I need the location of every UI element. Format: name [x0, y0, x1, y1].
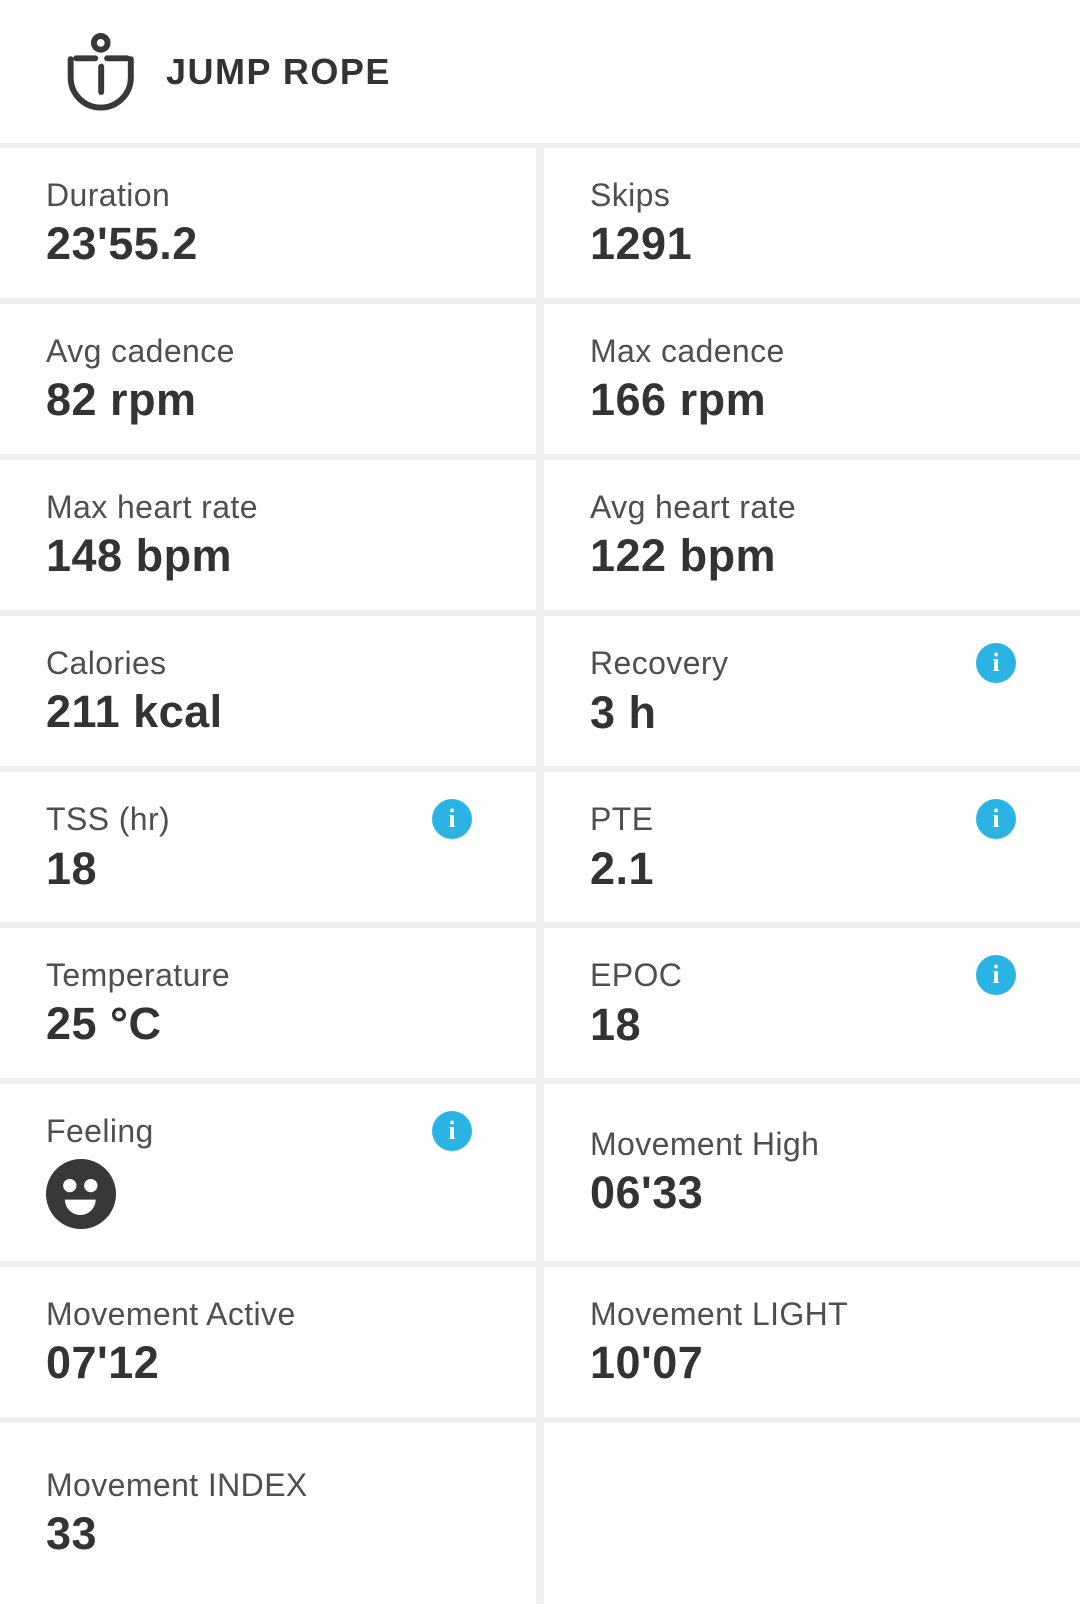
stat-value: 23'55.2 [46, 217, 198, 269]
stat-label: Movement Active [46, 1295, 296, 1332]
stat-label-row [590, 955, 1016, 995]
info-icon[interactable] [432, 1111, 472, 1151]
stat-label: Movement LIGHT [590, 1295, 849, 1332]
stat-label: Max heart rate [46, 488, 258, 525]
stat-label-row [590, 333, 1016, 370]
stat-label-row [46, 799, 472, 839]
stat-label-row [46, 1296, 472, 1333]
stat-cell-duration [0, 148, 536, 298]
stat-label: Max cadence [590, 332, 785, 369]
stat-cell-max-cadence [544, 304, 1080, 454]
stat-value: 10'07 [590, 1336, 704, 1388]
stat-cell-avg-cadence [0, 304, 536, 454]
stat-cell-calories [0, 616, 536, 766]
stat-value: 166 rpm [590, 373, 767, 425]
info-icon-glyph: i [992, 804, 1000, 833]
stat-cell-recovery [544, 616, 1080, 766]
stat-value: 3 h [590, 687, 657, 738]
stat-cell-movement-light [544, 1267, 1080, 1417]
stat-label: TSS (hr) [46, 800, 171, 837]
stat-label-row [46, 645, 472, 682]
info-icon-glyph: i [992, 648, 1000, 677]
stat-label: Avg heart rate [590, 488, 797, 525]
info-icon[interactable] [976, 955, 1016, 995]
jump-rope-icon [57, 30, 139, 114]
stat-value: 07'12 [46, 1336, 160, 1388]
stat-label: Feeling [46, 1112, 154, 1149]
stat-value: 122 bpm [590, 529, 777, 581]
stat-value: 25 °C [46, 997, 162, 1049]
stat-label: Skips [590, 176, 671, 213]
stat-value: 2.1 [590, 843, 655, 894]
page-title: JUMP ROPE [166, 50, 391, 92]
stat-label: Recovery [590, 644, 729, 681]
stat-label-row [590, 1126, 1016, 1163]
stat-cell-movement-high [544, 1084, 1080, 1261]
stat-value: 18 [46, 843, 98, 894]
stat-value: 18 [590, 999, 642, 1050]
stat-cell-avg-heart-rate [544, 460, 1080, 610]
stat-label-row [590, 799, 1016, 839]
happy-face-icon [46, 1159, 472, 1234]
stat-label: EPOC [590, 956, 683, 993]
stat-label-row [46, 177, 472, 214]
stat-label: Duration [46, 176, 171, 213]
info-icon[interactable] [432, 799, 472, 839]
stat-value: 148 bpm [46, 529, 233, 581]
stat-cell-skips [544, 148, 1080, 298]
info-icon[interactable] [976, 799, 1016, 839]
stat-label: Temperature [46, 956, 231, 993]
stat-label-row [46, 1467, 472, 1504]
stat-cell-epoc [544, 928, 1080, 1078]
stat-label: Movement High [590, 1126, 820, 1162]
stat-cell-max-heart-rate [0, 460, 536, 610]
stat-label-row [590, 489, 1016, 526]
stat-cell-tss-hr [0, 772, 536, 922]
stat-value: 82 rpm [46, 373, 197, 425]
stat-label-row [46, 957, 472, 994]
info-icon-glyph: i [448, 1116, 456, 1145]
info-icon-glyph: i [992, 960, 1000, 989]
stat-value: 06'33 [590, 1167, 704, 1218]
stat-label-row [590, 643, 1016, 683]
stat-label: Avg cadence [46, 332, 235, 369]
stat-label-row [590, 177, 1016, 214]
stat-cell-movement-index [0, 1423, 536, 1604]
stat-cell-empty [544, 1423, 1080, 1604]
stat-label-row [46, 1111, 472, 1151]
stat-label-row [46, 489, 472, 526]
stat-value: 211 kcal [46, 685, 223, 737]
stat-cell-feeling [0, 1084, 536, 1261]
stats-grid [0, 148, 1080, 1604]
stat-value: 33 [46, 1508, 98, 1559]
stat-cell-movement-active [0, 1267, 536, 1417]
stat-label: Calories [46, 644, 167, 681]
stat-label-row [46, 333, 472, 370]
stat-label: Movement INDEX [46, 1467, 308, 1503]
workout-header [0, 0, 1080, 143]
stat-value: 1291 [590, 217, 693, 269]
stat-cell-pte [544, 772, 1080, 922]
info-icon-glyph: i [448, 804, 456, 833]
stat-label-row [590, 1296, 1016, 1333]
stat-label: PTE [590, 800, 654, 837]
stat-cell-temperature [0, 928, 536, 1078]
info-icon[interactable] [976, 643, 1016, 683]
